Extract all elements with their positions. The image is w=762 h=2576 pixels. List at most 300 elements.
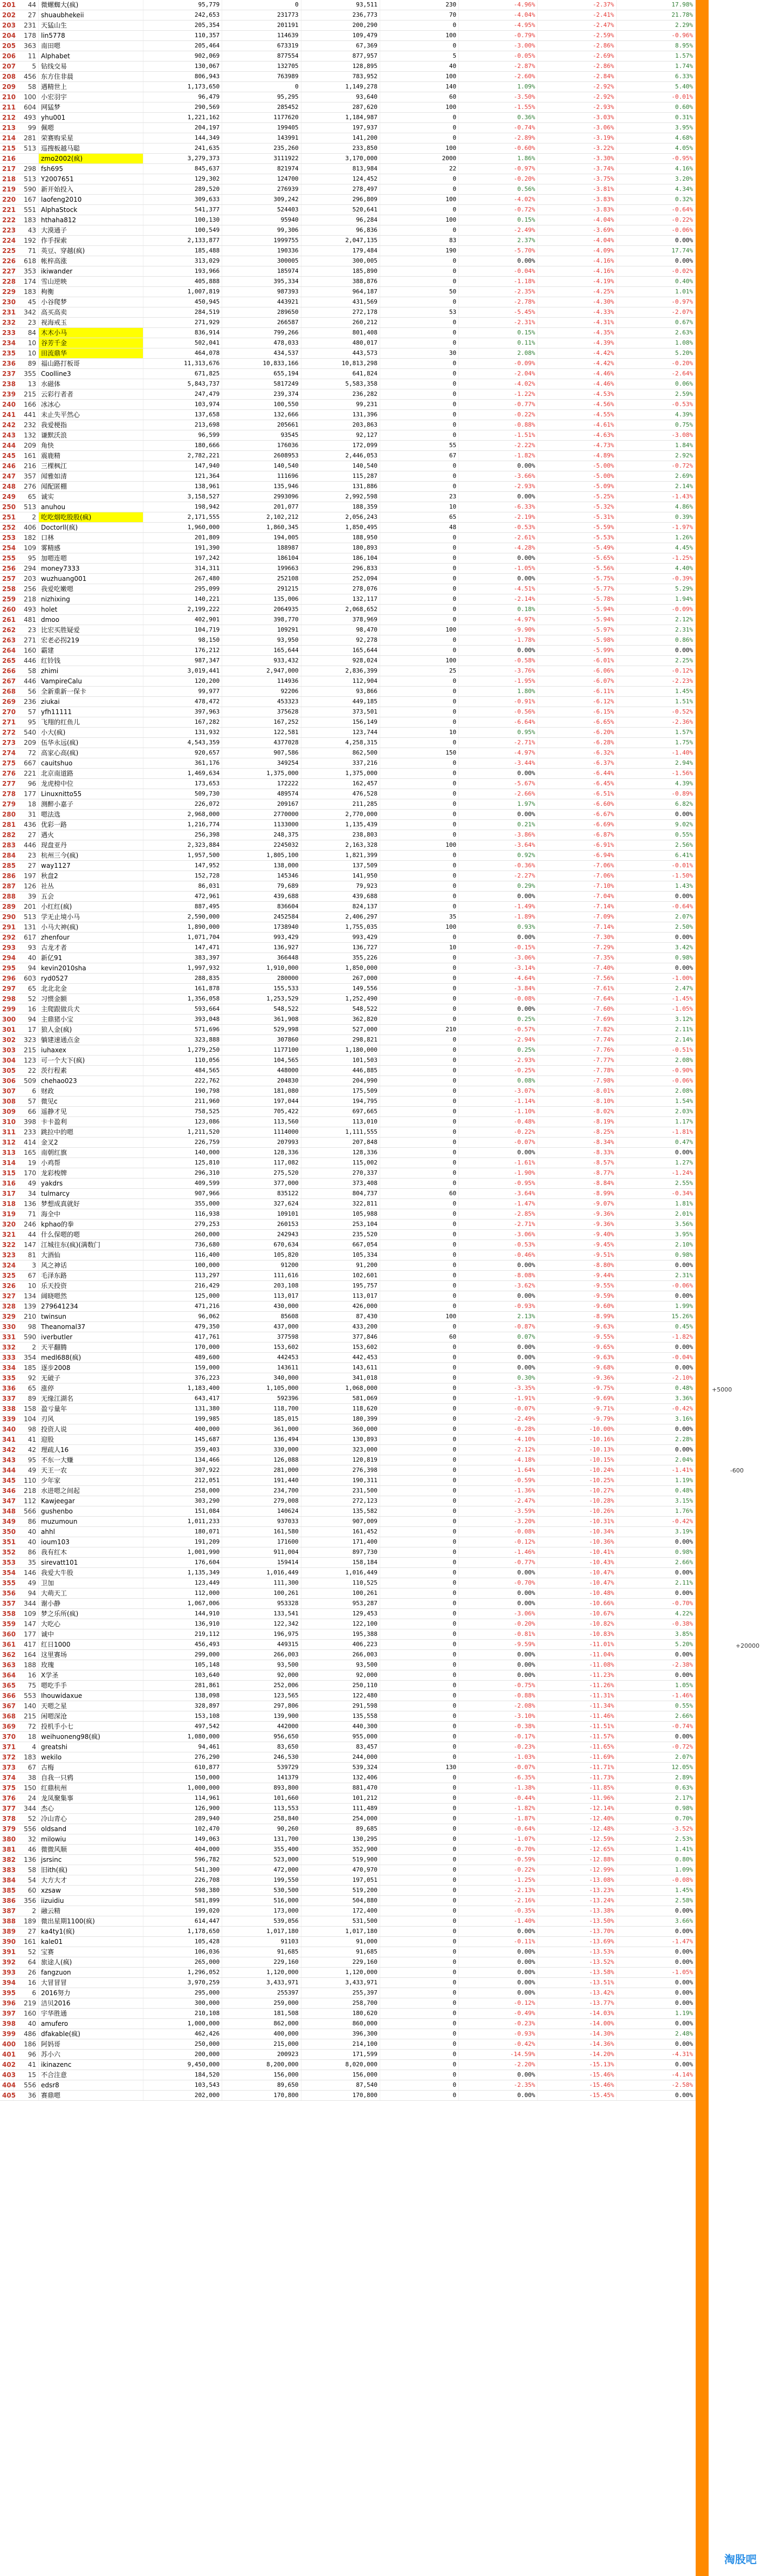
cell-n: 0 <box>380 297 458 307</box>
table-row <box>0 1004 696 1015</box>
cell-id: 60 <box>13 1886 39 1896</box>
cell-p3: 2.17% <box>616 1793 695 1804</box>
cell-n: 0 <box>380 1496 458 1506</box>
cell-v3: 1,135,439 <box>301 820 380 830</box>
cell-n: 0 <box>380 1476 458 1486</box>
table-row <box>0 1076 696 1086</box>
cell-v2: 194,005 <box>222 533 301 543</box>
cell-p1: 0.00% <box>459 769 538 779</box>
cell-v1: 409,599 <box>143 1179 222 1189</box>
cell-name: kphao的拳 <box>39 1220 143 1230</box>
cell-name: 古梅 <box>39 1763 143 1773</box>
cell-p2: -4.89% <box>538 451 616 461</box>
cell-v3: 1,184,987 <box>301 113 380 123</box>
cell-v3: 188,359 <box>301 502 380 512</box>
cell-v1: 159,000 <box>143 1363 222 1373</box>
table-row <box>0 359 696 369</box>
table-row <box>0 584 696 594</box>
cell-rank: 293 <box>0 943 13 953</box>
cell-rank: 280 <box>0 810 13 820</box>
cell-p3: 3.42% <box>616 943 695 953</box>
cell-rank: 252 <box>0 523 13 533</box>
cell-name: 天嗯之星 <box>39 1701 143 1711</box>
cell-id: 26 <box>13 1968 39 1978</box>
cell-name: 福山路打板哥 <box>39 359 143 369</box>
cell-p1: -3.06% <box>459 1230 538 1240</box>
cell-n: 0 <box>380 113 458 123</box>
cell-p2: -10.82% <box>538 1619 616 1629</box>
cell-id: 10 <box>13 1281 39 1291</box>
cell-p1: -3.84% <box>459 984 538 994</box>
cell-v3: 260,212 <box>301 318 380 328</box>
cell-name: 冰冰心 <box>39 400 143 410</box>
cell-v2: 1,253,529 <box>222 994 301 1004</box>
cell-p2: -5.78% <box>538 594 616 605</box>
cell-v1: 478,472 <box>143 697 222 707</box>
cell-name: 冷山青心 <box>39 1814 143 1824</box>
cell-n: 0 <box>380 277 458 287</box>
side-label-plus-5000: +5000 <box>712 1386 732 1393</box>
cell-p2: -8.99% <box>538 1312 616 1322</box>
cell-v3: 113,017 <box>301 1291 380 1301</box>
cell-v3: 131,396 <box>301 410 380 420</box>
cell-rank: 229 <box>0 287 13 297</box>
cell-n: 0 <box>380 1138 458 1148</box>
cell-p3: 0.70% <box>616 1814 695 1824</box>
cell-n: 100 <box>380 1312 458 1322</box>
table-row <box>0 1445 696 1455</box>
cell-v3: 200,290 <box>301 20 380 31</box>
table-row <box>0 2039 696 2050</box>
cell-p3: 0.00% <box>616 1906 695 1916</box>
cell-p3: 1.84% <box>616 441 695 451</box>
cell-v1: 121,364 <box>143 471 222 482</box>
cell-v1: 295,000 <box>143 1988 222 1998</box>
cell-v2: 207993 <box>222 1138 301 1148</box>
cell-id: 71 <box>13 1209 39 1220</box>
cell-p2: -6.51% <box>538 789 616 799</box>
table-row <box>0 1035 696 1045</box>
cell-v2: 196,975 <box>222 1629 301 1640</box>
table-row <box>0 1599 696 1609</box>
cell-v3: 109,479 <box>301 31 380 41</box>
cell-id: 323 <box>13 1035 39 1045</box>
cell-name: tulmarcy <box>39 1189 143 1199</box>
cell-name: 我爱吃嫩嗯 <box>39 584 143 594</box>
cell-p3: 0.00% <box>616 646 695 656</box>
cell-v1: 129,302 <box>143 174 222 184</box>
cell-p3: 1.08% <box>616 338 695 348</box>
cell-n: 67 <box>380 451 458 461</box>
cell-v3: 236,773 <box>301 10 380 20</box>
cell-p2: -10.47% <box>538 1568 616 1578</box>
cell-p2: -7.74% <box>538 1035 616 1045</box>
cell-v2: 400,000 <box>222 2029 301 2039</box>
cell-rank: 214 <box>0 133 13 143</box>
cell-p1: -0.07% <box>459 1138 538 1148</box>
cell-v1: 150,000 <box>143 1773 222 1783</box>
cell-p1: -1.36% <box>459 1486 538 1496</box>
cell-p3: 2.48% <box>616 2029 695 2039</box>
table-row <box>0 1578 696 1588</box>
cell-id: 209 <box>13 441 39 451</box>
cell-v2: 430,000 <box>222 1301 301 1312</box>
table-row <box>0 1558 696 1568</box>
cell-id: 41 <box>13 2060 39 2070</box>
cell-id: 209 <box>13 738 39 748</box>
table-row <box>0 1506 696 1517</box>
cell-name: 谢小静 <box>39 1599 143 1609</box>
cell-rank: 330 <box>0 1322 13 1332</box>
cell-p3: 2.01% <box>616 1209 695 1220</box>
cell-v1: 2,171,555 <box>143 512 222 523</box>
cell-v3: 519,900 <box>301 1855 380 1865</box>
table-row <box>0 676 696 687</box>
cell-p3: 1.26% <box>616 533 695 543</box>
table-row <box>0 1373 696 1383</box>
cell-p1: -0.22% <box>459 1127 538 1138</box>
cell-p1: -2.16% <box>459 1896 538 1906</box>
cell-name: 口林 <box>39 533 143 543</box>
cell-v2: 453323 <box>222 697 301 707</box>
cell-p2: -4.46% <box>538 369 616 379</box>
cell-v2: 377598 <box>222 1332 301 1342</box>
cell-v1: 1,007,819 <box>143 287 222 297</box>
cell-n: 0 <box>380 1609 458 1619</box>
cell-v3: 172,099 <box>301 441 380 451</box>
table-row <box>0 2091 696 2101</box>
cell-p2: -7.35% <box>538 953 616 963</box>
cell-p3: 4.45% <box>616 543 695 553</box>
cell-p1: -0.56% <box>459 707 538 717</box>
cell-v1: 359,403 <box>143 1445 222 1455</box>
cell-p3: 0.32% <box>616 195 695 205</box>
cell-rank: 373 <box>0 1763 13 1773</box>
cell-v1: 902,069 <box>143 51 222 61</box>
cell-id: 136 <box>13 1855 39 1865</box>
cell-name: 我爱大牛股 <box>39 1568 143 1578</box>
cell-p3: 2.31% <box>616 1271 695 1281</box>
cell-n: 0 <box>380 1568 458 1578</box>
cell-id: 72 <box>13 1722 39 1732</box>
cell-p2: -9.63% <box>538 1353 616 1363</box>
cell-id: 231 <box>13 20 39 31</box>
table-row <box>0 1179 696 1189</box>
cell-n: 0 <box>380 769 458 779</box>
cell-v2: 530,500 <box>222 1886 301 1896</box>
cell-p3: 2.89% <box>616 1773 695 1783</box>
cell-v3: 928,024 <box>301 656 380 666</box>
cell-rank: 392 <box>0 1957 13 1968</box>
cell-n: 0 <box>380 1773 458 1783</box>
cell-v2: 111696 <box>222 471 301 482</box>
cell-p2: -11.51% <box>538 1722 616 1732</box>
cell-p1: -0.07% <box>459 1404 538 1414</box>
cell-v3: 180,620 <box>301 2009 380 2019</box>
cell-p2: -10.83% <box>538 1629 616 1640</box>
cell-v2: 1,017,180 <box>222 1927 301 1937</box>
cell-v3: 101,212 <box>301 1793 380 1804</box>
cell-id: 15 <box>13 2070 39 2080</box>
cell-v2: 1,860,345 <box>222 523 301 533</box>
table-row <box>0 666 696 676</box>
cell-name: 盈亏量年 <box>39 1404 143 1414</box>
cell-n: 0 <box>380 1056 458 1066</box>
cell-v1: 191,390 <box>143 543 222 553</box>
table-row <box>0 1896 696 1906</box>
cell-v3: 442,453 <box>301 1353 380 1363</box>
table-row <box>0 984 696 994</box>
table-row <box>0 1332 696 1342</box>
cell-p2: -6.07% <box>538 676 616 687</box>
cell-v3: 1,180,000 <box>301 1045 380 1056</box>
cell-n: 0 <box>380 1947 458 1957</box>
cell-p1: 0.25% <box>459 1045 538 1056</box>
cell-v1: 102,470 <box>143 1824 222 1834</box>
cell-v1: 173,653 <box>143 779 222 789</box>
cell-name: 梦之乐所(疯) <box>39 1609 143 1619</box>
cell-n: 0 <box>380 1701 458 1711</box>
cell-v2: 5817249 <box>222 379 301 389</box>
table-row <box>0 31 696 41</box>
cell-rank: 359 <box>0 1619 13 1629</box>
cell-id: 147 <box>13 1619 39 1629</box>
cell-n: 0 <box>380 564 458 574</box>
cell-p3: -2.07% <box>616 307 695 318</box>
cell-v2: 2770000 <box>222 810 301 820</box>
cell-v1: 987,347 <box>143 656 222 666</box>
cell-p3: -1.47% <box>616 1937 695 1947</box>
cell-p3: 1.57% <box>616 51 695 61</box>
cell-n: 0 <box>380 820 458 830</box>
cell-p3: -0.42% <box>616 1404 695 1414</box>
cell-p1: 0.00% <box>459 1599 538 1609</box>
cell-v3: 439,688 <box>301 892 380 902</box>
cell-rank: 305 <box>0 1066 13 1076</box>
cell-p1: -0.46% <box>459 1250 538 1260</box>
cell-v3: 211,285 <box>301 799 380 810</box>
vertical-scrollbar[interactable] <box>696 0 709 2576</box>
cell-id: 215 <box>13 1045 39 1056</box>
cell-v2: 83,650 <box>222 1742 301 1752</box>
table-row <box>0 1865 696 1875</box>
table-row <box>0 523 696 533</box>
cell-id: 446 <box>13 676 39 687</box>
cell-v2: 439,688 <box>222 892 301 902</box>
cell-v3: 449,185 <box>301 697 380 707</box>
cell-v1: 103,640 <box>143 1670 222 1681</box>
cell-v1: 3,970,259 <box>143 1978 222 1988</box>
cell-p1: 0.00% <box>459 933 538 943</box>
cell-name: 南朝红旗 <box>39 1148 143 1158</box>
cell-v2: 161,580 <box>222 1527 301 1537</box>
cell-p3: 0.86% <box>616 635 695 646</box>
cell-p3: 3.95% <box>616 123 695 133</box>
cell-p2: -3.22% <box>538 143 616 154</box>
cell-p3: -1.05% <box>616 1004 695 1015</box>
table-row <box>0 195 696 205</box>
cell-p3: 0.00% <box>616 1650 695 1660</box>
cell-p2: -9.40% <box>538 1230 616 1240</box>
cell-p1: -4.95% <box>459 20 538 31</box>
cell-p1: -1.05% <box>459 564 538 574</box>
table-row <box>0 810 696 820</box>
cell-rank: 242 <box>0 420 13 430</box>
cell-p2: -5.31% <box>538 512 616 523</box>
cell-rank: 391 <box>0 1947 13 1957</box>
table-row <box>0 1394 696 1404</box>
cell-p3: 0.00% <box>616 1363 695 1373</box>
cell-id: 182 <box>13 533 39 543</box>
cell-name: 赛鼎嗯 <box>39 2091 143 2101</box>
table-row <box>0 861 696 871</box>
cell-v1: 180,071 <box>143 1527 222 1537</box>
cell-p2: -8.25% <box>538 1127 616 1138</box>
cell-v2: 449315 <box>222 1640 301 1650</box>
cell-p3: -0.89% <box>616 789 695 799</box>
cell-v3: 137,509 <box>301 861 380 871</box>
cell-n: 0 <box>380 2070 458 2080</box>
cell-v2: 1999755 <box>222 236 301 246</box>
cell-p2: -9.45% <box>538 1240 616 1250</box>
cell-rank: 370 <box>0 1732 13 1742</box>
cell-v2: 132705 <box>222 61 301 72</box>
cell-v3: 1,149,278 <box>301 82 380 92</box>
cell-rank: 316 <box>0 1179 13 1189</box>
table-row <box>0 1066 696 1076</box>
cell-p3: 2.10% <box>616 1240 695 1250</box>
cell-p2: -6.87% <box>538 830 616 840</box>
cell-v2: 190336 <box>222 246 301 256</box>
cell-v3: 300,005 <box>301 256 380 266</box>
cell-v1: 242,653 <box>143 10 222 20</box>
cell-rank: 376 <box>0 1793 13 1804</box>
cell-v2: 821974 <box>222 164 301 174</box>
table-row <box>0 1189 696 1199</box>
cell-v1: 123,086 <box>143 1117 222 1127</box>
cell-v3: 360,000 <box>301 1424 380 1435</box>
cell-v3: 180,893 <box>301 543 380 553</box>
cell-n: 0 <box>380 1619 458 1629</box>
cell-p3: 0.00% <box>616 933 695 943</box>
table-row <box>0 2070 696 2080</box>
cell-p1: -2.13% <box>459 1886 538 1896</box>
cell-id: 64 <box>13 1957 39 1968</box>
cell-p3: 1.94% <box>616 594 695 605</box>
cell-p2: -8.77% <box>538 1168 616 1179</box>
cell-v1: 114,961 <box>143 1793 222 1804</box>
cell-v2: 199405 <box>222 123 301 133</box>
cell-p3: 5.40% <box>616 82 695 92</box>
cell-p2: -14.36% <box>538 2039 616 2050</box>
cell-id: 158 <box>13 1404 39 1414</box>
cell-v1: 130,067 <box>143 61 222 72</box>
cell-v2: 529,998 <box>222 1025 301 1035</box>
cell-v3: 270,337 <box>301 1168 380 1179</box>
table-row <box>0 1435 696 1445</box>
cell-v2: 472,000 <box>222 1865 301 1875</box>
cell-p3: 0.48% <box>616 1486 695 1496</box>
cell-rank: 321 <box>0 1230 13 1240</box>
cell-p3: -0.06% <box>616 1076 695 1086</box>
table-row <box>0 61 696 72</box>
table-row <box>0 502 696 512</box>
cell-name: 闻配匿棚 <box>39 482 143 492</box>
cell-v3: 231,500 <box>301 1486 380 1496</box>
cell-p3: 0.00% <box>616 1260 695 1271</box>
cell-v1: 1,183,400 <box>143 1383 222 1394</box>
cell-p1: -3.66% <box>459 471 538 482</box>
cell-id: 215 <box>13 1711 39 1722</box>
cell-p1: -2.78% <box>459 297 538 307</box>
cell-rank: 333 <box>0 1353 13 1363</box>
cell-p3: 2.28% <box>616 1435 695 1445</box>
cell-rank: 341 <box>0 1435 13 1445</box>
cell-p2: -5.00% <box>538 471 616 482</box>
cell-n: 0 <box>380 717 458 728</box>
cell-name: 红鼎杭州 <box>39 1783 143 1793</box>
cell-p2: -14.00% <box>538 2019 616 2029</box>
cell-p3: 4.40% <box>616 564 695 574</box>
cell-v3: 253,104 <box>301 1220 380 1230</box>
cell-p1: -2.19% <box>459 512 538 523</box>
cell-id: 183 <box>13 215 39 225</box>
cell-v3: 132,406 <box>301 1773 380 1783</box>
cell-name: 宏老必拐219 <box>39 635 143 646</box>
table-row <box>0 1773 696 1783</box>
cell-v3: 188,950 <box>301 533 380 543</box>
cell-rank: 212 <box>0 113 13 123</box>
cell-v2: 131,700 <box>222 1834 301 1845</box>
table-row <box>0 287 696 297</box>
cell-p2: -10.31% <box>538 1517 616 1527</box>
cell-n: 55 <box>380 441 458 451</box>
cell-p1: -1.14% <box>459 1097 538 1107</box>
table-row <box>0 123 696 133</box>
cell-n: 0 <box>380 810 458 820</box>
cell-v2: 204830 <box>222 1076 301 1086</box>
cell-p1: -0.23% <box>459 1742 538 1752</box>
cell-n: 0 <box>380 963 458 974</box>
cell-v3: 93,640 <box>301 92 380 102</box>
cell-p2: -3.06% <box>538 123 616 133</box>
cell-name: 加嗯连嗯 <box>39 553 143 564</box>
cell-p1: -3.86% <box>459 830 538 840</box>
cell-id: 5 <box>13 61 39 72</box>
table-row <box>0 1804 696 1814</box>
cell-p2: -9.07% <box>538 1199 616 1209</box>
cell-p2: -4.55% <box>538 410 616 420</box>
cell-p1: -2.20% <box>459 2060 538 2070</box>
cell-id: 233 <box>13 1127 39 1138</box>
cell-name: oldsand <box>39 1824 143 1834</box>
cell-rank: 381 <box>0 1845 13 1855</box>
cell-rank: 208 <box>0 72 13 82</box>
cell-rank: 347 <box>0 1496 13 1506</box>
cell-name: sirevatt101 <box>39 1558 143 1568</box>
cell-v1: 211,960 <box>143 1097 222 1107</box>
cell-v3: 373,408 <box>301 1179 380 1189</box>
cell-n: 0 <box>380 1629 458 1640</box>
cell-v1: 450,945 <box>143 297 222 307</box>
cell-v3: 96,836 <box>301 225 380 236</box>
cell-p3: -0.02% <box>616 266 695 277</box>
cell-v1: 404,000 <box>143 1845 222 1855</box>
cell-v3: 504,880 <box>301 1896 380 1906</box>
cell-id: 667 <box>13 758 39 769</box>
cell-v1: 4,543,359 <box>143 738 222 748</box>
cell-p2: -11.23% <box>538 1670 616 1681</box>
